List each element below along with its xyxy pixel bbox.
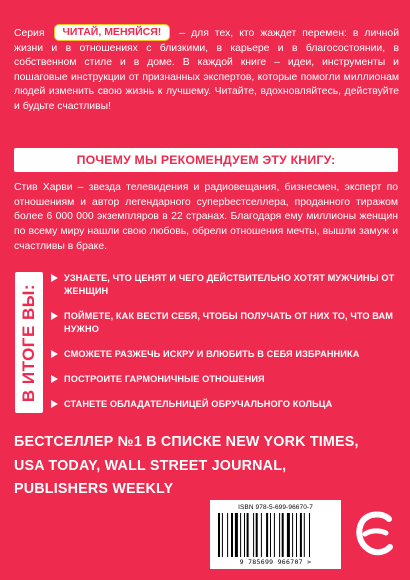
bestseller-line: USA TODAY, WALL STREET JOURNAL,	[14, 457, 287, 474]
series-intro	[14, 24, 399, 115]
isbn-number: ISBN 978-5-699-96670-7	[238, 504, 313, 511]
barcode-icon	[218, 513, 333, 557]
recommend-heading: ПОЧЕМУ МЫ РЕКОМЕНДУЕМ ЭТУ КНИГУ:	[14, 148, 398, 172]
outcome-item: СМОЖЕТЕ РАЗЖЕЧЬ ИСКРУ И ВЛЮБИТЬ В СЕБЯ ИЗБРАННИКА	[51, 348, 401, 361]
outcome-item: ПОСТРОИТЕ ГАРМОНИЧНЫЕ ОТНОШЕНИЯ	[51, 373, 401, 386]
outcome-label-box	[15, 272, 43, 413]
bestseller-line: БЕСТСЕЛЛЕР №1 В СПИСКЕ NEW YORK TIMES,	[14, 434, 359, 450]
outcome-item: ПОЙМЕТЕ, КАК ВЕСТИ СЕБЯ, ЧТОБЫ ПОЛУЧАТЬ ОТ НИХ ТО, ЧТО ВАМ НУЖНО	[51, 310, 401, 336]
outcome-label: В ИТОГЕ ВЫ:	[19, 283, 38, 402]
series-description: – для тех, кто жаждет перемен: в личной жизни и в отношениях с близкими, в карьере и в благосостоянии, в собственном стиле и в доме. В каждой книге – идеи, инструменты и пошаговые инструкции от признанных экспертов, которые помогли миллионам людей изменить свою жизнь к лучшему. Читайте, вдохновляйтесь, действуйте и будьте счастливы!	[14, 28, 400, 112]
series-badge: ЧИТАЙ, МЕНЯЙСЯ!	[54, 24, 171, 41]
barcode-panel	[210, 500, 341, 569]
eksmo-e-logo-icon	[356, 510, 394, 560]
outcome-list	[51, 270, 401, 411]
bestseller-line: PUBLISHERS WEEKLY	[14, 481, 174, 497]
author-description: Стив Харви – звезда телевидения и радиовещания, бизнесмен, эксперт по отношениям и автор легендарного суперbестселлера, проданного тиражом более 6 000 000 экземпляров в 22 странах. Благодаря ему миллионы женщин по всему миру нашли свою любовь, обрели отношения мечты, вышли замуж и счастливы в браке.	[14, 182, 398, 252]
outcome-item: УЗНАЕТЕ, ЧТО ЦЕНЯТ И ЧЕГО ДЕЙСТВИТЕЛЬНО ХОТЯТ МУЖЧИНЫ ОТ ЖЕНЩИН	[51, 272, 401, 298]
bestseller-claim	[14, 431, 404, 502]
series-lead: Серия	[14, 28, 45, 39]
ean-digits: 9 785699 966707 >	[239, 558, 312, 566]
outcome-item: СТАНЕТЕ ОБЛАДАТЕЛЬНИЦЕЙ ОБРУЧАЛЬНОГО КОЛЬЦА	[51, 398, 401, 411]
